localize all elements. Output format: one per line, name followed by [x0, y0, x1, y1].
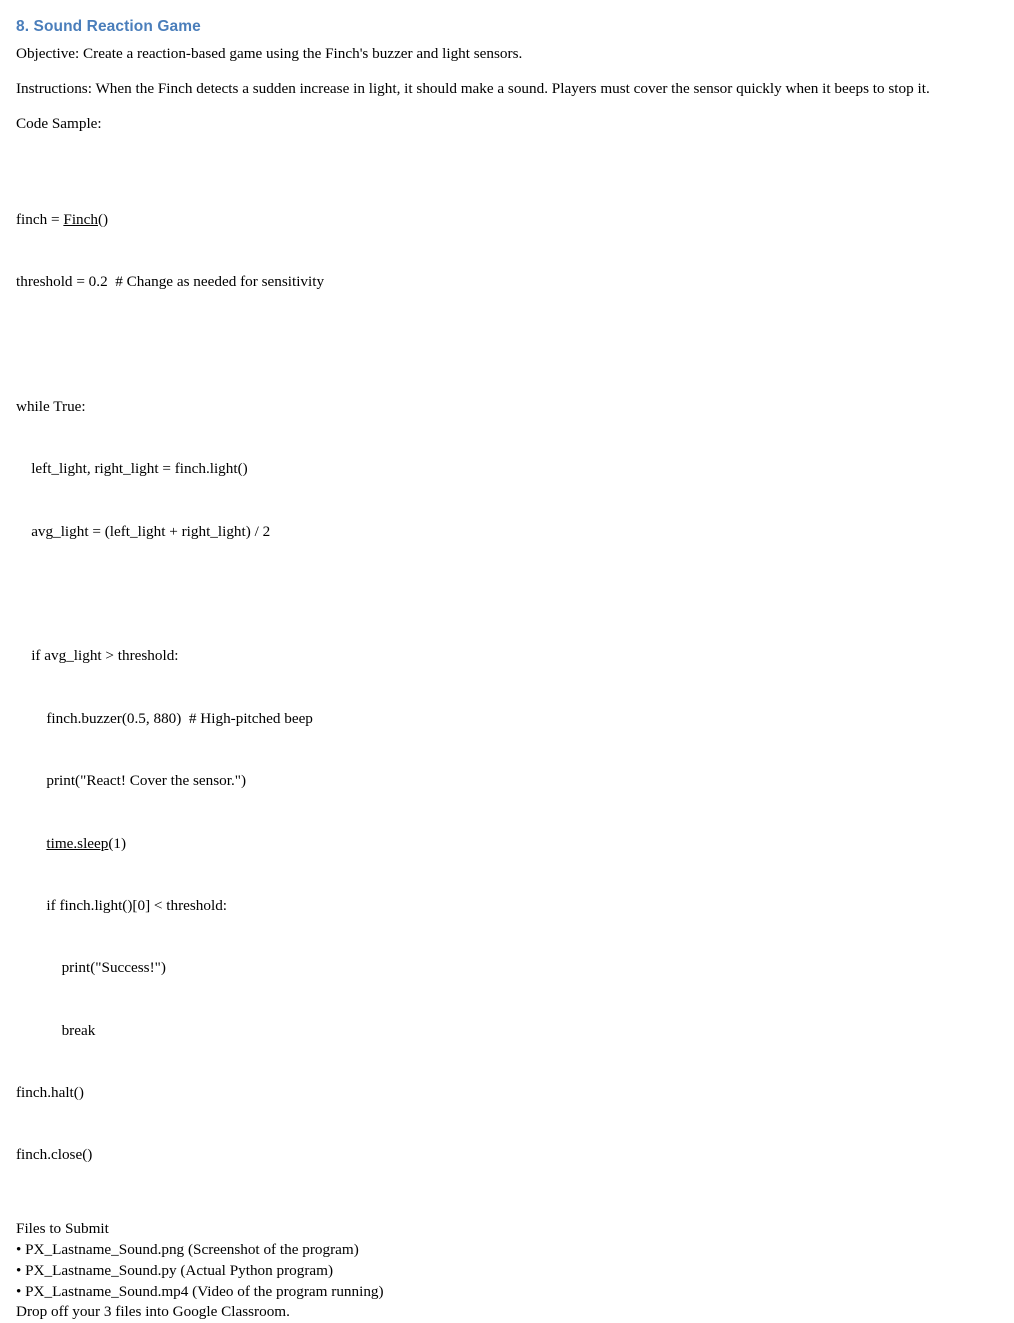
code-line: finch.close(): [16, 1146, 93, 1164]
files-item: • PX_Lastname_Sound.mp4 (Video of the program running): [16, 1282, 384, 1300]
code-text: (1): [108, 834, 127, 852]
code-line-blank: [16, 334, 998, 355]
code-line: [16, 210, 998, 231]
code-indent: [16, 835, 46, 852]
code-sample-label: Code Sample:: [16, 115, 102, 132]
files-to-submit-section: [16, 1219, 998, 1323]
code-sample-block: [16, 168, 998, 1208]
code-line: while True:: [16, 397, 86, 415]
code-line: finch.halt(): [16, 1084, 84, 1102]
code-line: if finch.light()[0] < threshold:: [16, 896, 228, 914]
code-line: [16, 834, 998, 855]
code-line: print("Success!"): [16, 959, 166, 977]
code-line: if avg_light > threshold:: [16, 647, 179, 665]
dropoff-note: Drop off your 3 files into Google Classroom.: [16, 1303, 290, 1321]
code-line: left_light, right_light = finch.light(): [16, 460, 248, 478]
code-identifier-time-sleep: time.sleep: [46, 834, 109, 852]
code-text: finch =: [16, 210, 64, 228]
page-title: 8. Sound Reaction Game: [16, 18, 201, 35]
files-item: • PX_Lastname_Sound.py (Actual Python program): [16, 1261, 334, 1279]
code-line: finch.buzzer(0.5, 880) # High-pitched beep: [16, 709, 313, 727]
instructions-paragraph: Instructions: When the Finch detects a sudden increase in light, it should make a sound. Players must cover the sensor quickly when it beeps to stop it.: [16, 80, 930, 97]
code-text: (): [97, 210, 109, 228]
objective-paragraph: Objective: Create a reaction-based game using the Finch's buzzer and light sensors.: [16, 45, 523, 62]
code-line: avg_light = (left_light + right_light) / 2: [16, 522, 271, 540]
spacer: [16, 132, 998, 150]
files-item: • PX_Lastname_Sound.png (Screenshot of the program): [16, 1240, 359, 1258]
code-line-blank: [16, 584, 998, 605]
code-line: break: [16, 1021, 96, 1039]
code-line: threshold = 0.2 # Change as needed for sensitivity: [16, 272, 325, 290]
code-identifier-finch: Finch: [63, 210, 98, 228]
spacer: [16, 97, 998, 115]
spacer: [16, 150, 998, 168]
spacer: [16, 62, 998, 80]
code-line: print("React! Cover the sensor."): [16, 772, 247, 790]
files-heading: Files to Submit: [16, 1219, 109, 1237]
